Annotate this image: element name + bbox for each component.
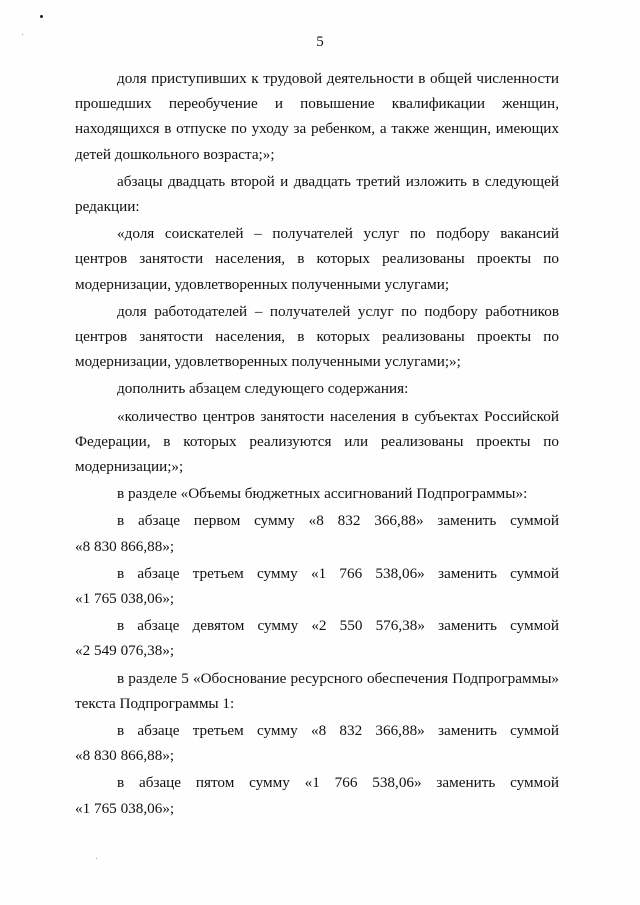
- paragraph-line: «1 765 038,06»;: [75, 590, 175, 608]
- paragraph-line: в абзаце пятом сумму «1 766 538,06» заменить суммой: [117, 774, 559, 792]
- paragraph-line: «1 765 038,06»;: [75, 799, 175, 817]
- paragraph-line: «2 549 076,38»;: [75, 642, 175, 660]
- paragraph-line: в абзаце девятом сумму «2 550 576,38» заменить суммой: [117, 617, 559, 635]
- amendment-item: [75, 613, 559, 663]
- paragraph: дополнить абзацем следующего содержания:: [117, 380, 409, 398]
- paragraph-line: в абзаце третьем сумму «8 832 366,88» заменить суммой: [117, 722, 559, 740]
- page-number: 5: [316, 34, 324, 50]
- document-body: [75, 66, 559, 822]
- paragraph-line: «8 830 866,88»;: [75, 537, 175, 555]
- paragraph: доля приступивших к трудовой деятельности в общей численности прошедших переобучение и повышение квалификации женщин, находящихся в отпуске по уходу за ребенком, а также женщин, имеющих детей дошкольного возраста;»;: [75, 70, 559, 163]
- amendment-item: [75, 718, 559, 768]
- paragraph-line: в абзаце первом сумму «8 832 366,88» заменить суммой: [117, 512, 559, 530]
- paragraph-line: «8 830 866,88»;: [75, 747, 175, 765]
- scan-speck: [96, 858, 97, 859]
- paragraph: в разделе 5 «Обоснование ресурсного обеспечения Подпрограммы» текста Подпрограммы 1:: [75, 669, 559, 712]
- amendment-item: [75, 770, 559, 820]
- amendment-item: [75, 561, 559, 611]
- paragraph: абзацы двадцать второй и двадцать третий изложить в следующей редакции:: [75, 172, 559, 216]
- paragraph: доля работодателей – получателей услуг по подбору работников центров занятости населения, в которых реализованы проекты по модернизации, удовлетворенных полученными услугами;»;: [75, 302, 559, 371]
- paragraph: «количество центров занятости населения в субъектах Российской Федерации, в которых реализуются или реализованы проекты по модернизации;»;: [75, 407, 559, 476]
- paragraph: в разделе «Объемы бюджетных ассигнований Подпрограммы»:: [117, 485, 528, 503]
- paragraph: «доля соискателей – получателей услуг по подбору вакансий центров занятости населения, в которых реализованы проекты по модернизации, удовлетворенных полученными услугами;: [75, 225, 559, 293]
- scan-speck: [40, 15, 43, 18]
- paragraph-line: в абзаце третьем сумму «1 766 538,06» заменить суммой: [117, 564, 559, 582]
- amendment-item: [75, 508, 559, 558]
